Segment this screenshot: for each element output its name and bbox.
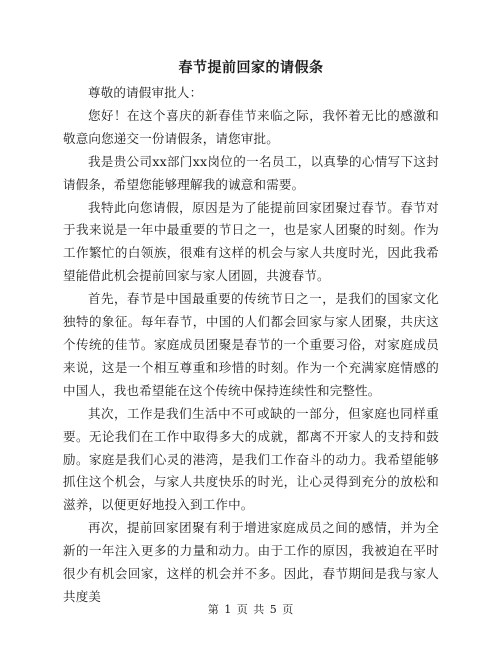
body-paragraph: 您好！在这个喜庆的新春佳节来临之际，我怀着无比的感激和敬意向您递交一份请假条，请您审批。	[63, 107, 439, 146]
body-paragraph: 我特此向您请假，原因是为了能提前回家团聚过春节。春节对于我来说是一年中最重要的节日之一，也是家人团聚的时刻。作为工作繁忙的白领族，很难有这样的机会与家人共度时光，因此我希望能借此机会提前回家与家人团圆，共渡春节。	[63, 199, 439, 284]
page-number-footer: 第 1 页 共 5 页	[207, 603, 295, 616]
salutation: 尊敬的请假审批人：	[88, 85, 203, 100]
body-paragraph: 我是贵公司xx部门xx岗位的一名员工，以真挚的心情写下这封请假条，希望您能够理解我的诚意和需要。	[63, 153, 439, 192]
body-paragraph: 其次，工作是我们生活中不可或缺的一部分，但家庭也同样重要。无论我们在工作中取得多大的成就，都离不开家人的支持和鼓励。家庭是我们心灵的港湾，是我们工作奋斗的动力。我希望能够抓住这个机会，与家人共度快乐的时光，让心灵得到充分的放松和滋养，以便更好地投入到工作中。	[63, 405, 439, 513]
body-paragraph: 首先，春节是中国最重要的传统节日之一，是我们的国家文化独特的象征。每年春节，中国的人们都会回家与家人团聚，共庆这个传统的佳节。家庭成员团聚是春节的一个重要习俗，对家庭成员来说，这是一个相互尊重和珍惜的时刻。作为一个充满家庭情感的中国人，我也希望能在这个传统中保持连续性和完整性。	[63, 291, 439, 398]
body-paragraph: 再次，提前回家团聚有利于增进家庭成员之间的感情，并为全新的一年注入更多的力量和动力。由于工作的原因，我被迫在平时很少有机会回家，这样的机会并不多。因此，春节期间是我与家人共度美	[63, 520, 439, 604]
document-body	[63, 82, 439, 609]
document-title: 春节提前回家的请假条	[178, 60, 324, 76]
